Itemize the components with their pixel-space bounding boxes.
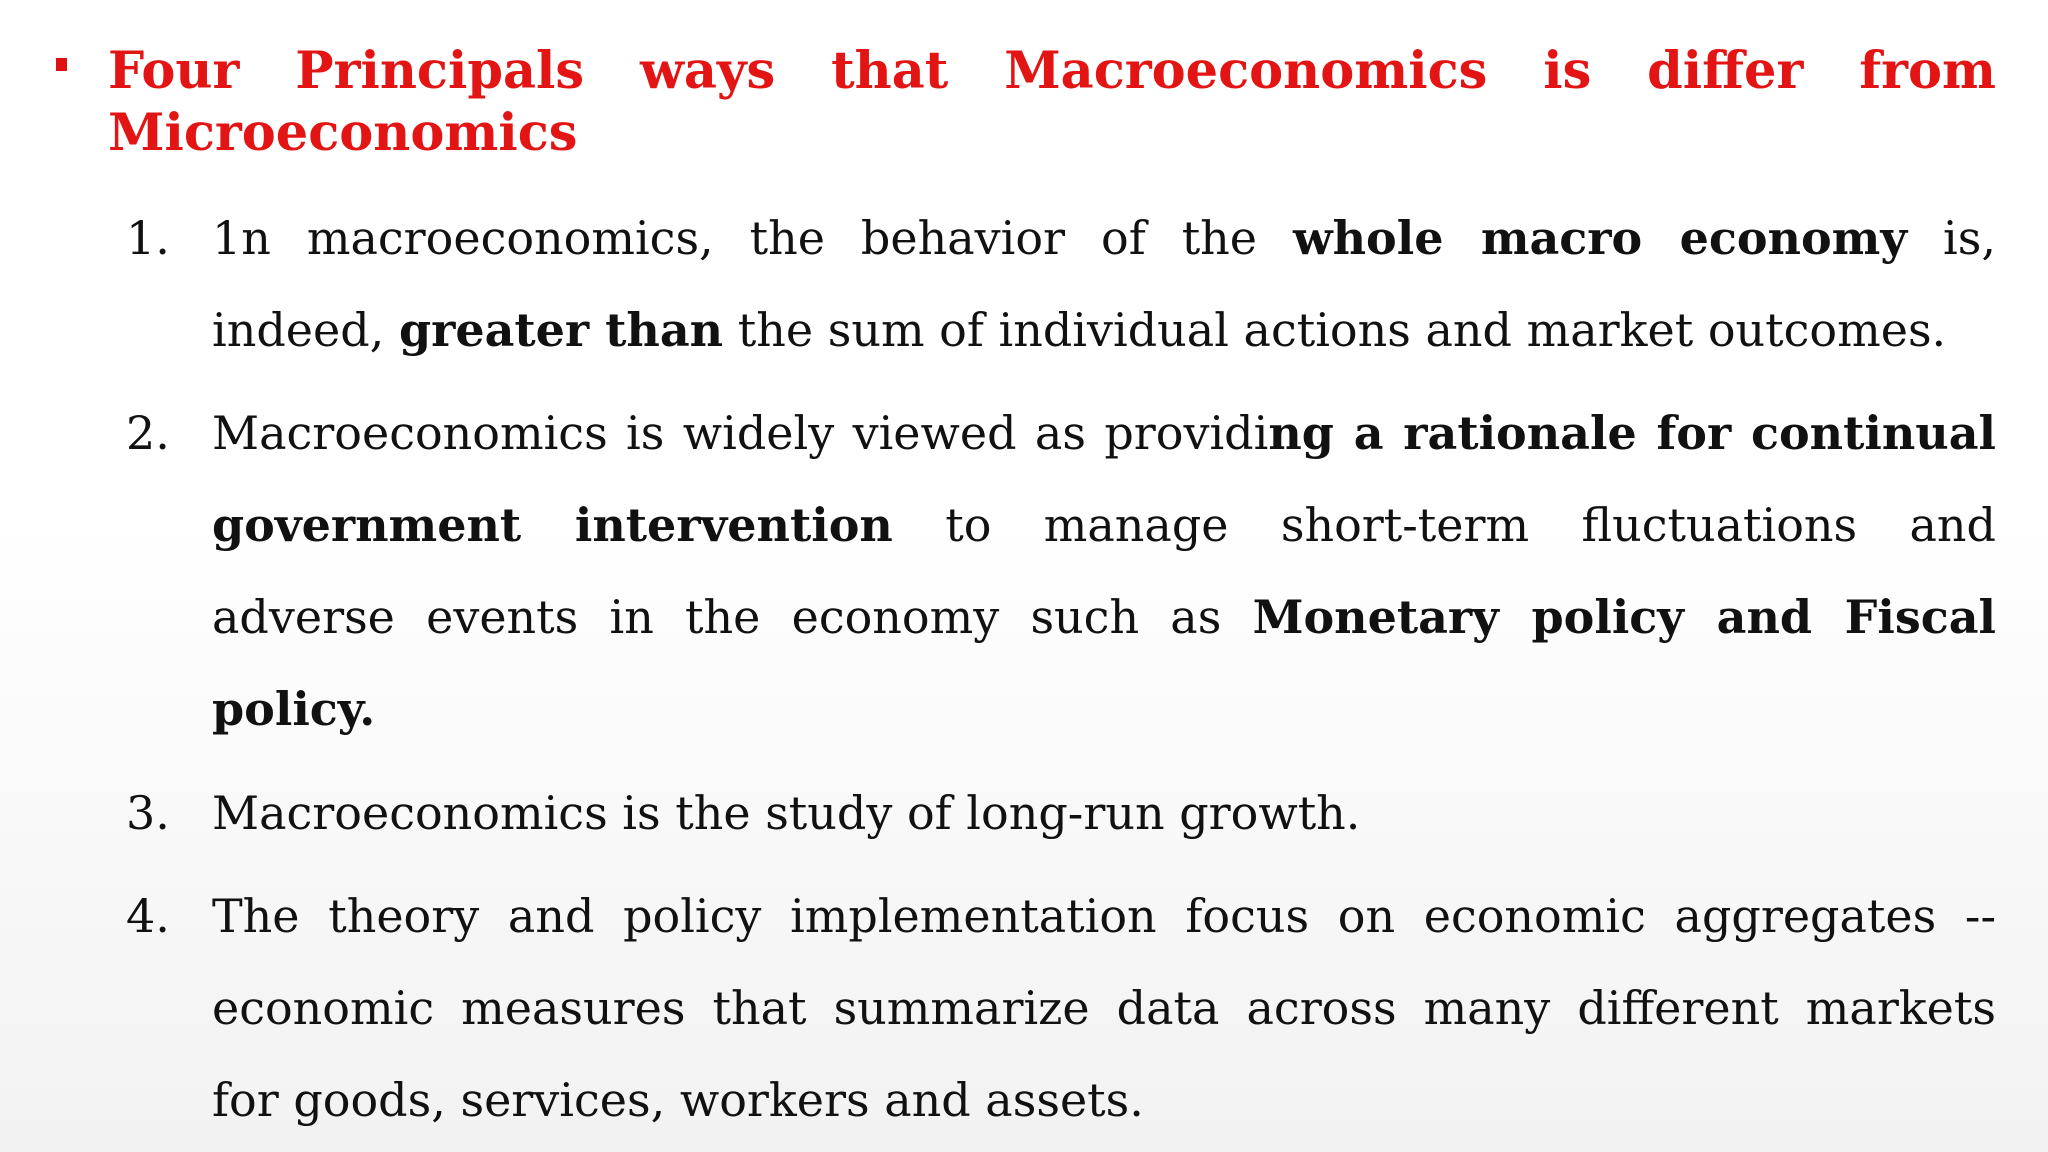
list-item-2-line-3: adverse events in the economy such as Monetary policy and Fiscal (212, 590, 1997, 644)
list-item-4-line-2: economic measures that summarize data across many different markets (212, 981, 1996, 1035)
list-item-3-line-1: Macroeconomics is the study of long-run growth. (212, 786, 1361, 840)
list-item-number-1: 1. (126, 211, 170, 265)
bullet-square-icon (56, 58, 67, 71)
list-item-2-line-1: Macroeconomics is widely viewed as providing a rationale for continual (212, 406, 1996, 460)
slide-heading (108, 40, 1996, 164)
heading-line-1: Four Principals ways that Macroeconomics is differ from (108, 41, 1996, 101)
list-item-1-line-1: 1n macroeconomics, the behavior of the whole macro economy is, (212, 211, 1996, 265)
list-item-number-4: 4. (126, 889, 170, 943)
heading-line-2: Microeconomics (108, 103, 578, 163)
list-item-4 (212, 870, 1996, 1146)
list-item-number-2: 2. (126, 406, 170, 460)
list-item-1-line-2: indeed, greater than the sum of individual actions and market outcomes. (212, 303, 1947, 357)
list-item-3 (212, 767, 1996, 859)
list-item-1 (212, 192, 1996, 376)
list-item-2-line-2: government intervention to manage short-term fluctuations and (212, 498, 1997, 552)
list-item-2-line-4: policy. (212, 682, 376, 736)
list-item-number-3: 3. (126, 786, 170, 840)
list-item-2 (212, 387, 1996, 755)
list-item-4-line-3: for goods, services, workers and assets. (212, 1073, 1144, 1127)
list-item-4-line-1: The theory and policy implementation focus on economic aggregates -- (212, 889, 1996, 943)
